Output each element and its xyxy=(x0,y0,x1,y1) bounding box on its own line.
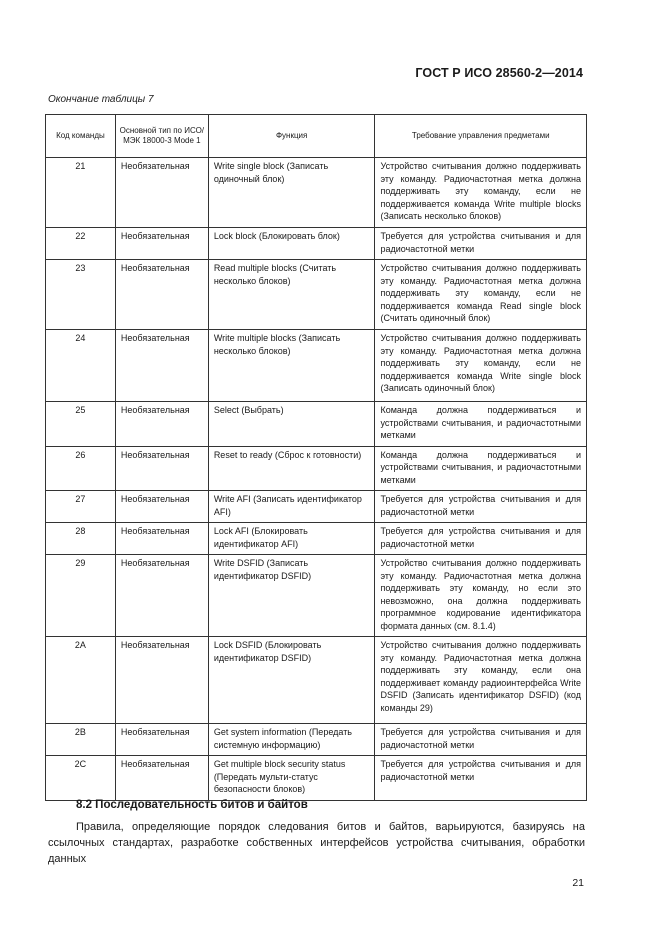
table-row xyxy=(46,330,587,402)
cell-function: Read multiple blocks (Считать несколько блоков) xyxy=(208,260,375,330)
table-row xyxy=(46,446,587,491)
cell-code: 2C xyxy=(46,756,116,801)
cell-type: Необязательная xyxy=(115,555,208,637)
cell-code: 27 xyxy=(46,491,116,523)
cell-code: 21 xyxy=(46,158,116,228)
cell-type: Необязательная xyxy=(115,446,208,491)
table-caption: Окончание таблицы 7 xyxy=(48,94,154,105)
table-row xyxy=(46,402,587,447)
table-row xyxy=(46,756,587,801)
cell-code: 29 xyxy=(46,555,116,637)
cell-requirement: Устройство считывания должно поддерживать эту команду. Радиочастотная метка должна поддерживать эту команду, но если это невозможно, она должна поддерживать программное кодирование идентификатора формата данных (см. 8.1.4) xyxy=(375,555,587,637)
cell-code: 2A xyxy=(46,637,116,724)
table-row xyxy=(46,637,587,724)
cell-requirement: Требуется для устройства считывания и для радиочастотной метки xyxy=(375,523,587,555)
cell-function: Reset to ready (Сброс к готовности) xyxy=(208,446,375,491)
column-header-requirement: Требование управления предметами xyxy=(375,115,587,158)
table-row xyxy=(46,158,587,228)
cell-requirement: Требуется для устройства считывания и для радиочастотной метки xyxy=(375,491,587,523)
cell-code: 24 xyxy=(46,330,116,402)
cell-requirement: Устройство считывания должно поддерживать эту команду. Радиочастотная метка должна поддерживать эту команду, если она поддерживает команду радиоинтерфейса Write DSFID (Записать идентификатор DSFID) (код команды 29) xyxy=(375,637,587,724)
cell-requirement: Требуется для устройства считывания и для радиочастотной метки xyxy=(375,756,587,801)
cell-type: Необязательная xyxy=(115,523,208,555)
table-row xyxy=(46,260,587,330)
page-number: 21 xyxy=(572,877,584,889)
cell-code: 2B xyxy=(46,724,116,756)
cell-code: 25 xyxy=(46,402,116,447)
cell-function: Write DSFID (Записать идентификатор DSFID) xyxy=(208,555,375,637)
cell-function: Lock block (Блокировать блок) xyxy=(208,228,375,260)
cell-requirement: Команда должна поддерживаться и устройствами считывания, и радиочастотными метками xyxy=(375,446,587,491)
cell-code: 22 xyxy=(46,228,116,260)
table-row xyxy=(46,491,587,523)
cell-function: Write single block (Записать одиночный блок) xyxy=(208,158,375,228)
cell-type: Необязательная xyxy=(115,637,208,724)
table-body xyxy=(46,158,587,801)
cell-function: Select (Выбрать) xyxy=(208,402,375,447)
cell-type: Необязательная xyxy=(115,402,208,447)
cell-requirement: Устройство считывания должно поддерживать эту команду. Радиочастотная метка должна поддерживать эту команду, если не поддерживается команда Write multiple blocks (Записать несколько блоков) xyxy=(375,158,587,228)
table-row xyxy=(46,555,587,637)
column-header-type: Основной тип по ИСО/МЭК 18000-3 Mode 1 xyxy=(115,115,208,158)
cell-requirement: Требуется для устройства считывания и для радиочастотной метки xyxy=(375,228,587,260)
column-header-function: Функция xyxy=(208,115,375,158)
cell-requirement: Устройство считывания должно поддерживать эту команду. Радиочастотная метка должна поддерживать эту команду, если не поддерживается команда Write single block (Записать одиночный блок) xyxy=(375,330,587,402)
section-paragraph: Правила, определяющие порядок следования битов и байтов, варьируются, базируясь на ссылочных стандартах, разработке собственных интерфейсов устройства считывания, обработки данных xyxy=(48,821,585,865)
cell-requirement: Команда должна поддерживаться и устройствами считывания, и радиочастотными метками xyxy=(375,402,587,447)
cell-function: Lock AFI (Блокировать идентификатор AFI) xyxy=(208,523,375,555)
section-title: 8.2 Последовательность битов и байтов xyxy=(76,799,308,811)
table-row xyxy=(46,523,587,555)
cell-type: Необязательная xyxy=(115,330,208,402)
column-header-code: Код команды xyxy=(46,115,116,158)
cell-type: Необязательная xyxy=(115,158,208,228)
cell-requirement: Устройство считывания должно поддерживать эту команду. Радиочастотная метка должна поддерживать эту команду, если не поддерживается команда Read single block (Считать одиночный блок) xyxy=(375,260,587,330)
cell-function: Get multiple block security status (Передать мульти-статус безопасности блоков) xyxy=(208,756,375,801)
cell-code: 26 xyxy=(46,446,116,491)
cell-type: Необязательная xyxy=(115,491,208,523)
cell-function: Write multiple blocks (Записать несколько блоков) xyxy=(208,330,375,402)
cell-code: 28 xyxy=(46,523,116,555)
table-header-row xyxy=(46,115,587,158)
cell-function: Get system information (Передать системную информацию) xyxy=(208,724,375,756)
cell-code: 23 xyxy=(46,260,116,330)
commands-table xyxy=(45,114,587,801)
cell-type: Необязательная xyxy=(115,756,208,801)
table-row xyxy=(46,724,587,756)
document-id-header: ГОСТ Р ИСО 28560-2—2014 xyxy=(415,66,583,80)
table-row xyxy=(46,228,587,260)
cell-type: Необязательная xyxy=(115,260,208,330)
cell-requirement: Требуется для устройства считывания и для радиочастотной метки xyxy=(375,724,587,756)
cell-type: Необязательная xyxy=(115,724,208,756)
cell-function: Lock DSFID (Блокировать идентификатор DSFID) xyxy=(208,637,375,724)
cell-type: Необязательная xyxy=(115,228,208,260)
cell-function: Write AFI (Записать идентификатор AFI) xyxy=(208,491,375,523)
